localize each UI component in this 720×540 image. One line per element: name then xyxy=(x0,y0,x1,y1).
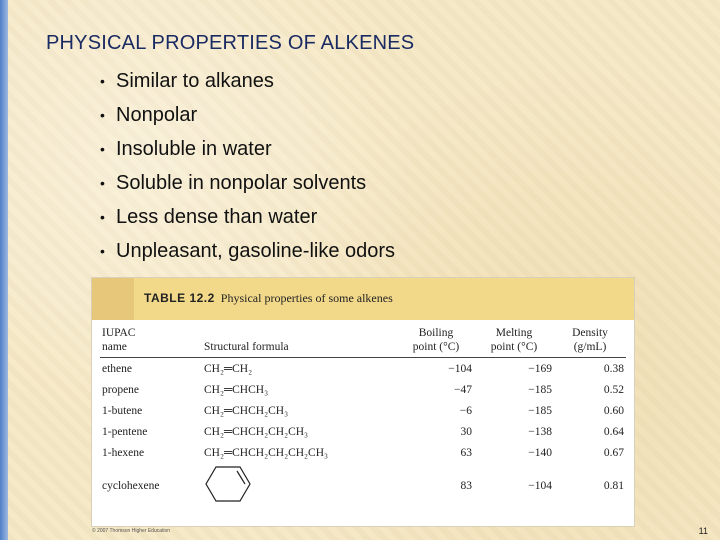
slide-title: PHYSICAL PROPERTIES OF ALKENES xyxy=(46,32,415,54)
bullet-icon: • xyxy=(100,209,105,225)
bullet-item: • Soluble in nonpolar solvents xyxy=(100,166,395,200)
table-row xyxy=(100,463,626,508)
cyclohexene-ring-icon xyxy=(204,465,252,503)
structural-formula: CH₂═CHCH₂CH₂CH₃ xyxy=(204,425,309,438)
col-header-density: Density (g/mL) xyxy=(554,324,626,358)
page-number: 11 xyxy=(698,526,708,536)
melting-point: −138 xyxy=(528,425,552,438)
bullet-icon: • xyxy=(100,243,105,259)
bullet-icon: • xyxy=(100,107,105,123)
density: 0.38 xyxy=(603,362,624,375)
copyright-credit: © 2007 Thomson Higher Education xyxy=(92,528,171,534)
alkene-name: 1-hexene xyxy=(102,446,145,459)
table-row xyxy=(100,421,626,442)
boiling-point: −47 xyxy=(454,383,472,396)
bullet-icon: • xyxy=(100,73,105,89)
col-header-melting-point: Melting point (°C) xyxy=(474,324,554,358)
alkene-name: cyclohexene xyxy=(102,479,160,492)
density: 0.60 xyxy=(603,404,624,417)
col-header-name: IUPAC name xyxy=(100,324,202,358)
alkene-name: 1-butene xyxy=(102,404,143,417)
bullet-item: • Insoluble in water xyxy=(100,132,395,166)
col-header-boiling-point: Boiling point (°C) xyxy=(398,324,474,358)
col-header-formula: Structural formula xyxy=(202,324,398,358)
table-row xyxy=(100,358,626,380)
table-row xyxy=(100,442,626,463)
properties-table xyxy=(100,324,626,508)
boiling-point: −104 xyxy=(448,362,472,375)
bullet-icon: • xyxy=(100,175,105,191)
structural-formula: CH₂═CHCH₃ xyxy=(204,383,269,396)
table-banner-tab xyxy=(92,278,134,320)
cyclohexene-structure xyxy=(202,463,398,508)
bullet-item: • Similar to alkanes xyxy=(100,64,395,98)
structural-formula: CH₂═CH₂ xyxy=(204,362,253,375)
table-title: Physical properties of some alkenes xyxy=(220,291,393,305)
melting-point: −104 xyxy=(528,479,552,492)
left-accent-bar xyxy=(0,0,8,540)
density: 0.67 xyxy=(603,446,624,459)
alkene-name: 1-pentene xyxy=(102,425,148,438)
boiling-point: −6 xyxy=(459,404,472,417)
bullet-item: • Less dense than water xyxy=(100,200,395,234)
density: 0.81 xyxy=(603,479,624,492)
boiling-point: 63 xyxy=(460,446,472,459)
density: 0.52 xyxy=(603,383,624,396)
alkene-name: propene xyxy=(102,383,140,396)
bullet-icon: • xyxy=(100,141,105,157)
bullet-item: • Unpleasant, gasoline-like odors xyxy=(100,234,395,268)
table-header-banner xyxy=(92,278,634,320)
structural-formula: CH₂═CHCH₂CH₃ xyxy=(204,404,289,417)
melting-point: −140 xyxy=(528,446,552,459)
structural-formula: CH₂═CHCH₂CH₂CH₂CH₃ xyxy=(204,446,329,459)
density: 0.64 xyxy=(603,425,624,438)
melting-point: −185 xyxy=(528,383,552,396)
table-row xyxy=(100,379,626,400)
alkene-name: ethene xyxy=(102,362,133,375)
melting-point: −169 xyxy=(528,362,552,375)
table-row xyxy=(100,400,626,421)
table-label: TABLE 12.2 xyxy=(144,291,215,305)
alkene-properties-table xyxy=(91,277,635,527)
melting-point: −185 xyxy=(528,404,552,417)
bullet-item: • Nonpolar xyxy=(100,98,395,132)
table-caption xyxy=(144,291,393,306)
boiling-point: 30 xyxy=(460,425,472,438)
boiling-point: 83 xyxy=(460,479,472,492)
bullet-list xyxy=(100,64,395,268)
